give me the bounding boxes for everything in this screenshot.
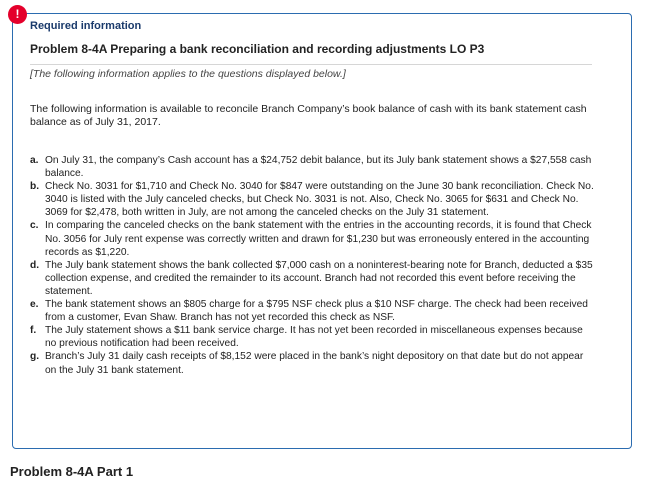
item-text: In comparing the canceled checks on the bank statement with the entries in the accounting records, it is found that Check No. 3056 for July rent expense was correctly written and drawn for $1,230 but was erroneously entered in the accounting records as $1,220. [45,220,592,258]
list-item [30,180,596,219]
part-heading: Problem 8-4A Part 1 [10,464,134,479]
item-text: Branch’s July 31 daily cash receipts of $8,152 were placed in the bank’s night depository on that date but do not appear on the July 31 bank statement. [45,351,584,376]
item-letter: d. [30,259,40,271]
list-item [30,219,596,258]
applies-note: [The following information applies to the questions displayed below.] [30,68,346,80]
intro-paragraph: The following information is available to reconcile Branch Company’s book balance of cash with its bank statement cash balance as of July 31, 2017. [30,103,587,128]
list-item [30,298,596,324]
item-letter: e. [30,299,39,311]
item-text: On July 31, the company’s Cash account has a $24,752 debit balance, but its July bank statement shows a $27,558 cash balance. [45,155,592,180]
item-text: Check No. 3031 for $1,710 and Check No. 3040 for $847 were outstanding on the June 30 bank reconciliation. Check No. 3040 is listed with the July canceled checks, but Check No. 3031 is not. Also, Check No. 3065 for $631 and Check No. 3069 for $2,478, both written in July, are not among the canceled checks on the July 31 statement. [45,181,594,219]
information-list [30,154,596,377]
required-information-label: Required information [30,20,142,32]
item-text: The July statement shows a $11 bank service charge. It has not yet been recorded in miscellaneous expenses because no previous notification had been received. [45,325,583,350]
item-letter: c. [30,220,39,232]
item-letter: f. [30,325,37,337]
item-text: The bank statement shows an $805 charge for a $795 NSF check plus a $10 NSF charge. The check had been received from a customer, Evan Shaw. Branch has not yet recorded this check as NSF. [45,299,588,324]
item-text: The July bank statement shows the bank collected $7,000 cash on a noninterest-bearing note for Branch, deducted a $35 collection expense, and credited the remainder to its account. Branch had not recorded this event before receiving the statement. [45,259,593,297]
title-divider [30,64,592,65]
list-item [30,259,596,298]
problem-title: Problem 8-4A Preparing a bank reconciliation and recording adjustments LO P3 [30,42,485,56]
list-item [30,324,596,350]
item-letter: b. [30,181,40,193]
item-letter: a. [30,155,39,166]
list-item [30,350,596,376]
item-letter: g. [30,351,40,363]
alert-icon: ! [8,5,27,24]
list-item [30,154,596,180]
